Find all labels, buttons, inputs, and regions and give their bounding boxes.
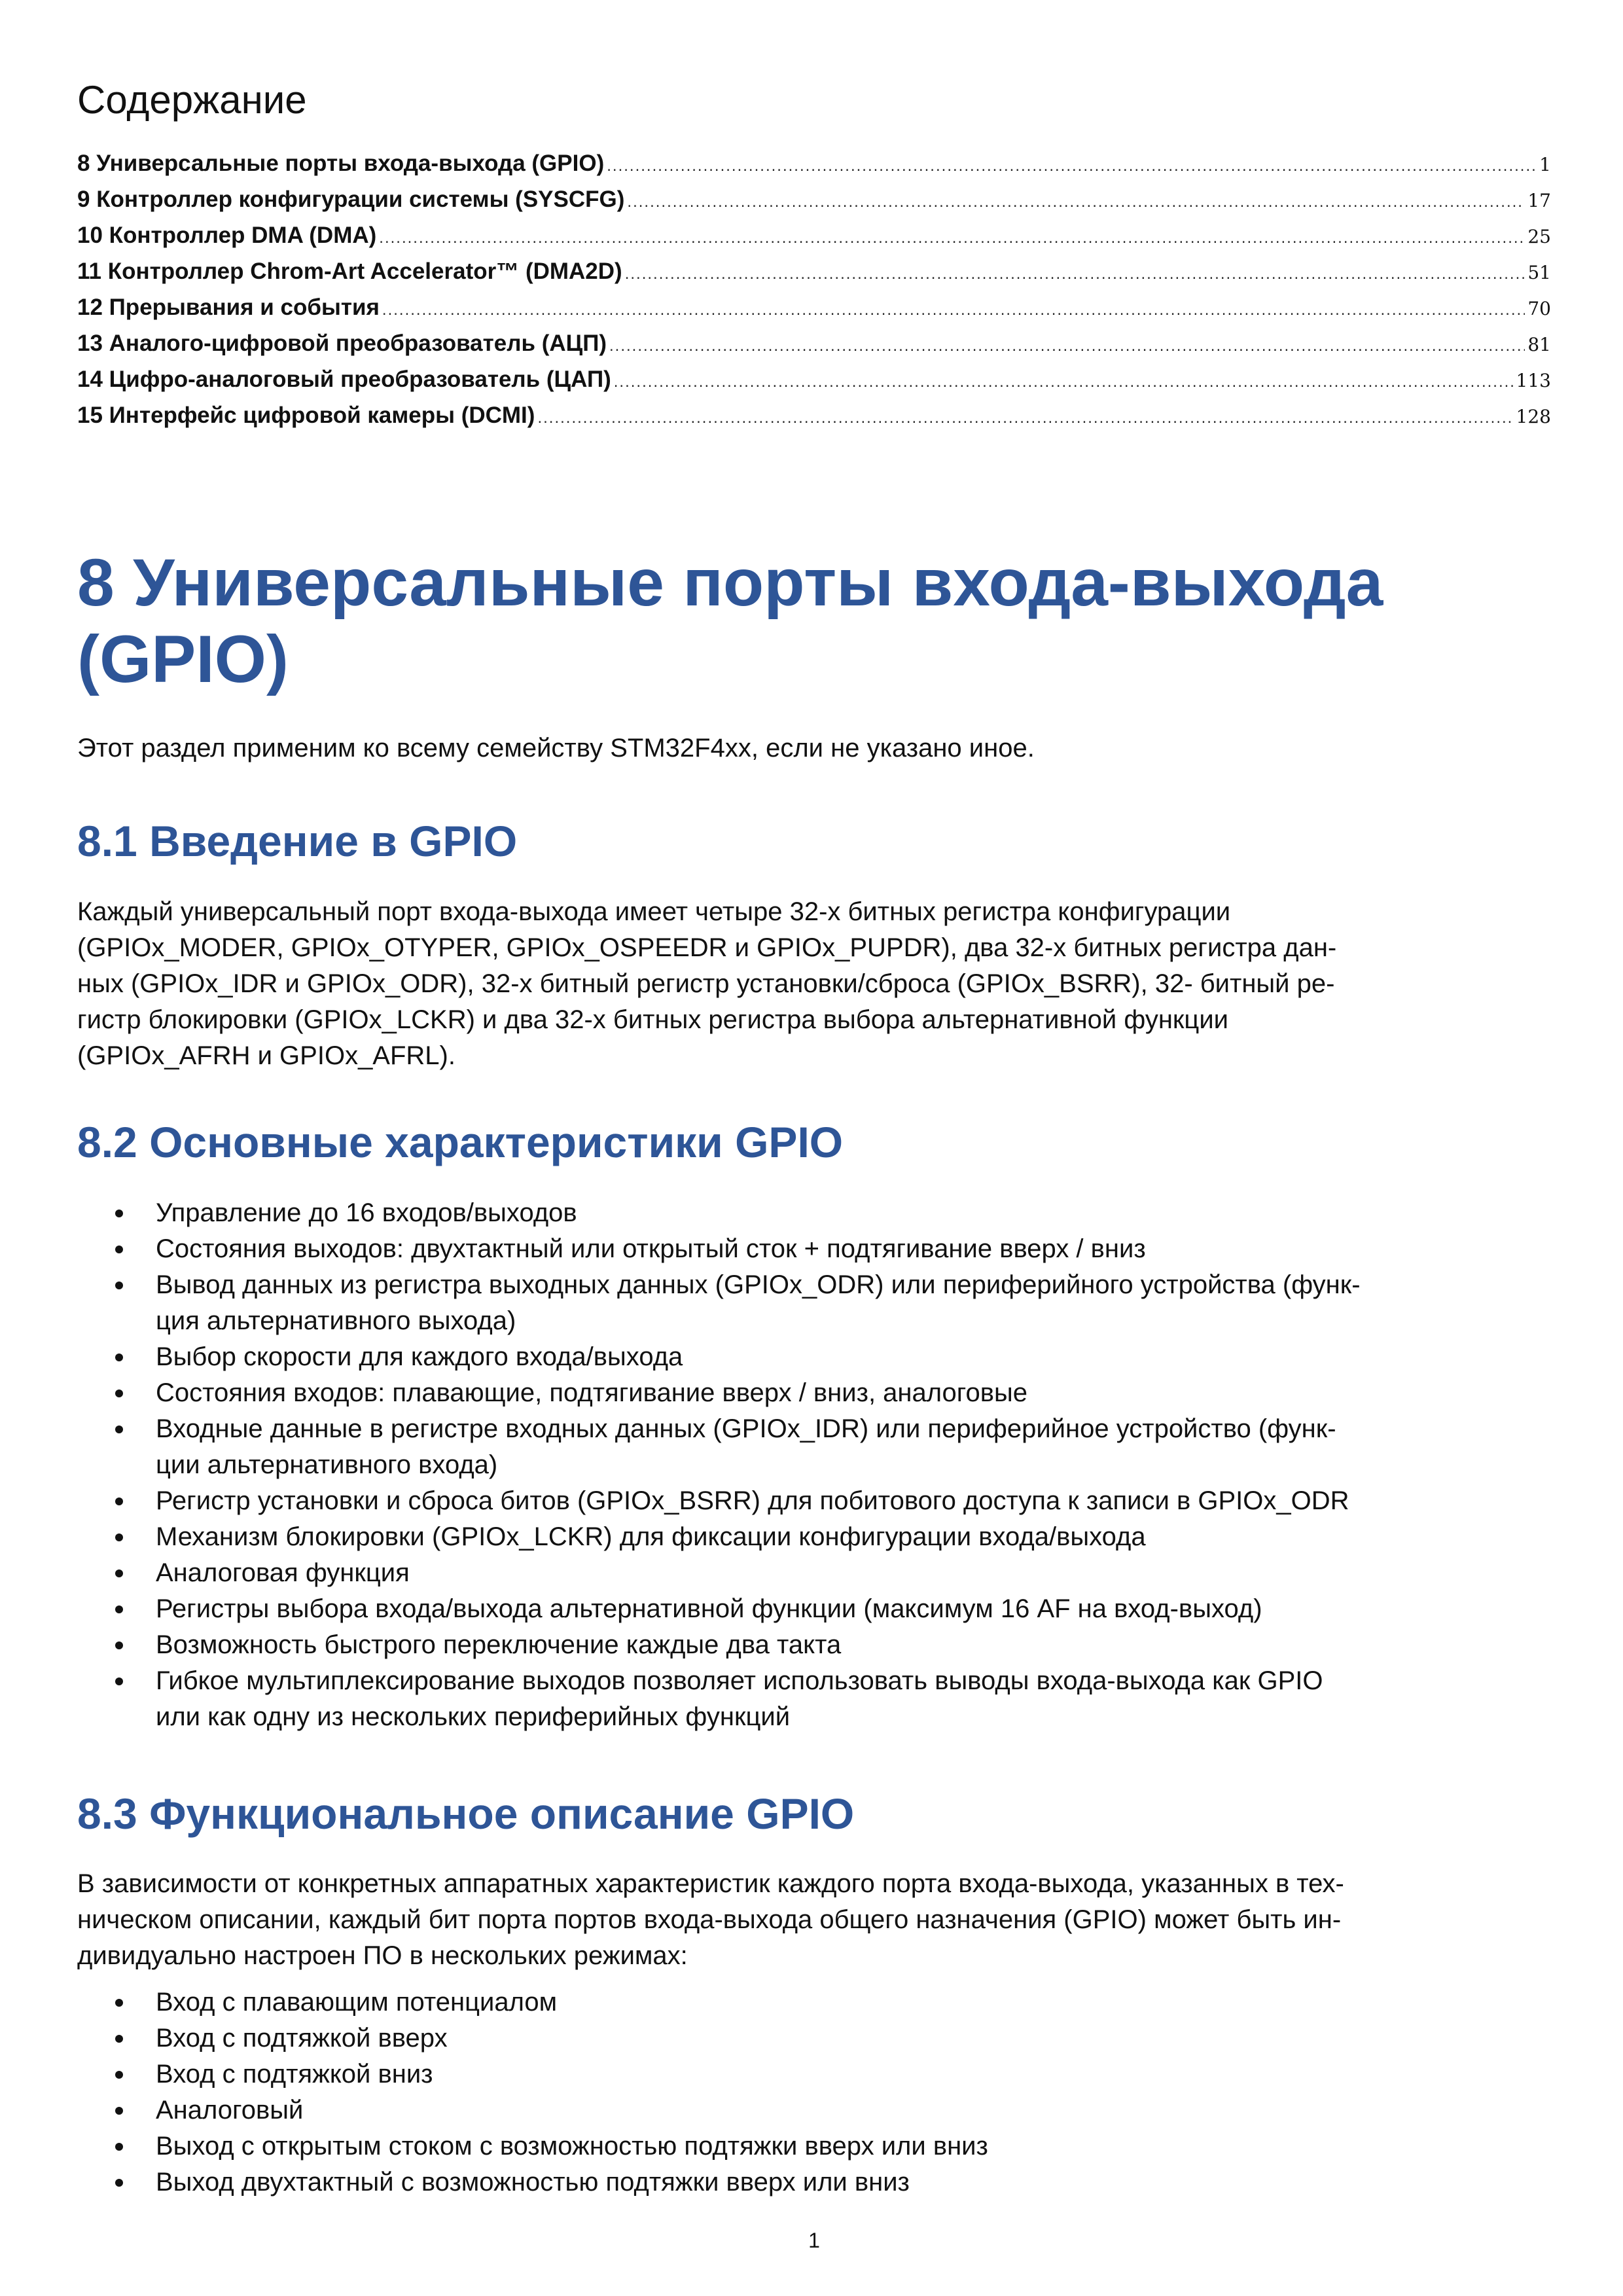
list-item	[77, 1555, 1551, 1591]
list-item-line: ция альтернативного выхода)	[156, 1306, 516, 1335]
paragraph-line: Каждый универсальный порт входа-выхода имеет четыре 32-х битных регистра конфигурации	[77, 897, 1231, 926]
list-item-line: Аналоговая функция	[156, 1558, 410, 1587]
toc-entry[interactable]	[77, 325, 1551, 361]
toc-entry-page[interactable]: 70	[1527, 298, 1551, 319]
toc-leader-dots	[627, 181, 1525, 220]
section-heading-8-1: 8.1 Введение в GPIO	[77, 817, 518, 865]
list-item	[77, 1195, 1551, 1231]
list-item	[77, 1375, 1551, 1411]
list-item	[77, 1984, 1551, 2020]
toc-leader-dots	[625, 253, 1525, 292]
toc-entry-page[interactable]: 113	[1516, 370, 1551, 391]
toc-entry-label[interactable]: 14 Цифро-аналоговый преобразователь (ЦАП)	[77, 367, 611, 392]
toc-entry[interactable]	[77, 397, 1551, 433]
toc-entry-label[interactable]: 15 Интерфейс цифровой камеры (DCMI)	[77, 403, 535, 428]
chapter-title-line: 8 Универсальные порты входа-выхода	[77, 545, 1383, 620]
bullet-icon	[115, 1570, 123, 1577]
toc-entry[interactable]	[77, 145, 1551, 181]
list-item	[77, 1267, 1551, 1339]
bullet-icon	[115, 2071, 123, 2079]
toc-entry-label[interactable]: 12 Прерывания и события	[77, 295, 380, 320]
toc-entry-page[interactable]: 128	[1516, 406, 1551, 427]
list-item-line: Выбор скорости для каждого входа/выхода	[156, 1342, 683, 1371]
toc-leader-dots	[609, 325, 1525, 364]
list-item	[77, 1483, 1551, 1519]
bullet-icon	[115, 1426, 123, 1433]
paragraph-line: (GPIOx_MODER, GPIOx_OTYPER, GPIOx_OSPEEDR и GPIOx_PUPDR), два 32-х битных регистра дан-	[77, 933, 1337, 962]
bullet-icon	[115, 1354, 123, 1361]
bullet-icon	[115, 1390, 123, 1397]
bullet-icon	[115, 1210, 123, 1217]
list-item-line: Регистры выбора входа/выхода альтернативной функции (максимум 16 AF на вход-выход)	[156, 1594, 1262, 1623]
list-item-line: Гибкое мультиплексирование выходов позволяет использовать выводы входа-выхода как GPIO	[156, 1666, 1323, 1695]
toc-entry-label[interactable]: 11 Контроллер Chrom-Art Accelerator™ (DMA2D)	[77, 259, 622, 284]
bullet-icon	[115, 1605, 123, 1613]
chapter-intro: Этот раздел применим ко всему семейству STM32F4xx, если не указано иное.	[77, 734, 1035, 762]
paragraph-line: ническом описании, каждый бит порта портов входа-выхода общего назначения (GPIO) может быть ин-	[77, 1905, 1342, 1934]
list-item-line: Входные данные в регистре входных данных (GPIOx_IDR) или периферийное устройство (функ-	[156, 1414, 1336, 1443]
table-of-contents	[77, 145, 1551, 433]
list-item	[77, 2128, 1551, 2164]
chapter-title-line: (GPIO)	[77, 622, 289, 696]
list-item	[77, 1411, 1551, 1483]
paragraph-line: гистр блокировки (GPIOx_LCKR) и два 32-х битных регистра выбора альтернативной функции	[77, 1005, 1229, 1034]
list-item-line: ции альтернативного входа)	[156, 1450, 498, 1479]
list-item-line: Аналоговый	[156, 2096, 304, 2125]
toc-entry[interactable]	[77, 181, 1551, 217]
paragraph-line: В зависимости от конкретных аппаратных характеристик каждого порта входа-выхода, указанных в тех-	[77, 1869, 1344, 1898]
bullet-icon	[115, 1498, 123, 1505]
section-8-1-paragraph	[77, 894, 1550, 1074]
toc-entry-page[interactable]: 51	[1527, 262, 1551, 283]
bullet-icon	[115, 1641, 123, 1649]
paragraph-line: дивидуально настроен ПО в нескольких режимах:	[77, 1941, 688, 1970]
toc-leader-dots	[379, 217, 1525, 256]
paragraph-line: ных (GPIOx_IDR и GPIOx_ODR), 32-х битный регистр установки/сброса (GPIOx_BSRR), 32- битный ре-	[77, 969, 1335, 998]
list-item	[77, 1663, 1551, 1735]
chapter-title	[77, 545, 1551, 698]
bullet-icon	[115, 1999, 123, 2007]
list-item-line: Вход с подтяжкой вниз	[156, 2060, 433, 2089]
list-item-line: Состояния выходов: двухтактный или открытый сток + подтягивание вверх / вниз	[156, 1234, 1146, 1263]
list-item	[77, 1591, 1551, 1627]
toc-entry-label[interactable]: 8 Универсальные порты входа-выхода (GPIO)	[77, 151, 605, 176]
list-item-line: Выход с открытым стоком с возможностью подтяжки вверх или вниз	[156, 2132, 988, 2161]
paragraph-line: (GPIOx_AFRH и GPIOx_AFRL).	[77, 1041, 455, 1070]
list-item-line: Вход с плавающим потенциалом	[156, 1988, 558, 2017]
list-item	[77, 2056, 1551, 2092]
toc-leader-dots	[614, 361, 1514, 400]
toc-entry[interactable]	[77, 289, 1551, 325]
list-item	[77, 2092, 1551, 2128]
toc-entry-page[interactable]: 17	[1527, 190, 1551, 211]
toc-entry-label[interactable]: 9 Контроллер конфигурации системы (SYSCFG)	[77, 187, 625, 212]
section-heading-8-3: 8.3 Функциональное описание GPIO	[77, 1789, 855, 1838]
bullet-icon	[115, 2107, 123, 2115]
section-heading-8-2: 8.2 Основные характеристики GPIO	[77, 1118, 844, 1166]
bullet-icon	[115, 2035, 123, 2043]
list-item-line: Вход с подтяжкой вверх	[156, 2024, 448, 2053]
list-item-line: или как одну из нескольких периферийных функций	[156, 1702, 791, 1731]
toc-entry-label[interactable]: 10 Контроллер DMA (DMA)	[77, 223, 377, 248]
toc-entry-page[interactable]: 1	[1539, 154, 1551, 175]
list-item-line: Механизм блокировки (GPIOx_LCKR) для фиксации конфигурации входа/выхода	[156, 1522, 1146, 1551]
toc-entry[interactable]	[77, 253, 1551, 289]
page-number: 1	[808, 2229, 820, 2252]
list-item-line: Возможность быстрого переключение каждые два такта	[156, 1630, 842, 1659]
list-item-line: Вывод данных из регистра выходных данных (GPIOx_ODR) или периферийного устройства (функ-	[156, 1270, 1361, 1299]
bullet-icon	[115, 1246, 123, 1253]
toc-leader-dots	[382, 289, 1525, 328]
toc-title: Содержание	[77, 78, 307, 122]
bullet-icon	[115, 1282, 123, 1289]
list-item	[77, 2164, 1551, 2200]
toc-entry-page[interactable]: 81	[1527, 334, 1551, 355]
toc-leader-dots	[607, 145, 1537, 184]
list-item	[77, 1339, 1551, 1375]
bullet-icon	[115, 2179, 123, 2187]
list-item	[77, 1627, 1551, 1663]
bullet-icon	[115, 2143, 123, 2151]
bullet-icon	[115, 1534, 123, 1541]
toc-leader-dots	[537, 397, 1513, 436]
bullet-icon	[115, 1677, 123, 1685]
toc-entry-page[interactable]: 25	[1527, 226, 1551, 247]
section-8-3-paragraph	[77, 1866, 1550, 1974]
toc-entry-label[interactable]: 13 Аналого-цифровой преобразователь (АЦП)	[77, 331, 607, 356]
list-item	[77, 1519, 1551, 1555]
toc-entry[interactable]	[77, 361, 1551, 397]
list-item-line: Выход двухтактный с возможностью подтяжки вверх или вниз	[156, 2168, 910, 2197]
modes-list	[77, 1984, 1551, 2200]
toc-entry[interactable]	[77, 217, 1551, 253]
list-item-line: Регистр установки и сброса битов (GPIOx_BSRR) для побитового доступа к записи в GPIOx_ODR	[156, 1486, 1349, 1515]
list-item-line: Управление до 16 входов/выходов	[156, 1198, 577, 1227]
features-list	[77, 1195, 1551, 1735]
list-item-line: Состояния входов: плавающие, подтягивание вверх / вниз, аналоговые	[156, 1378, 1027, 1407]
list-item	[77, 2020, 1551, 2056]
list-item	[77, 1231, 1551, 1267]
